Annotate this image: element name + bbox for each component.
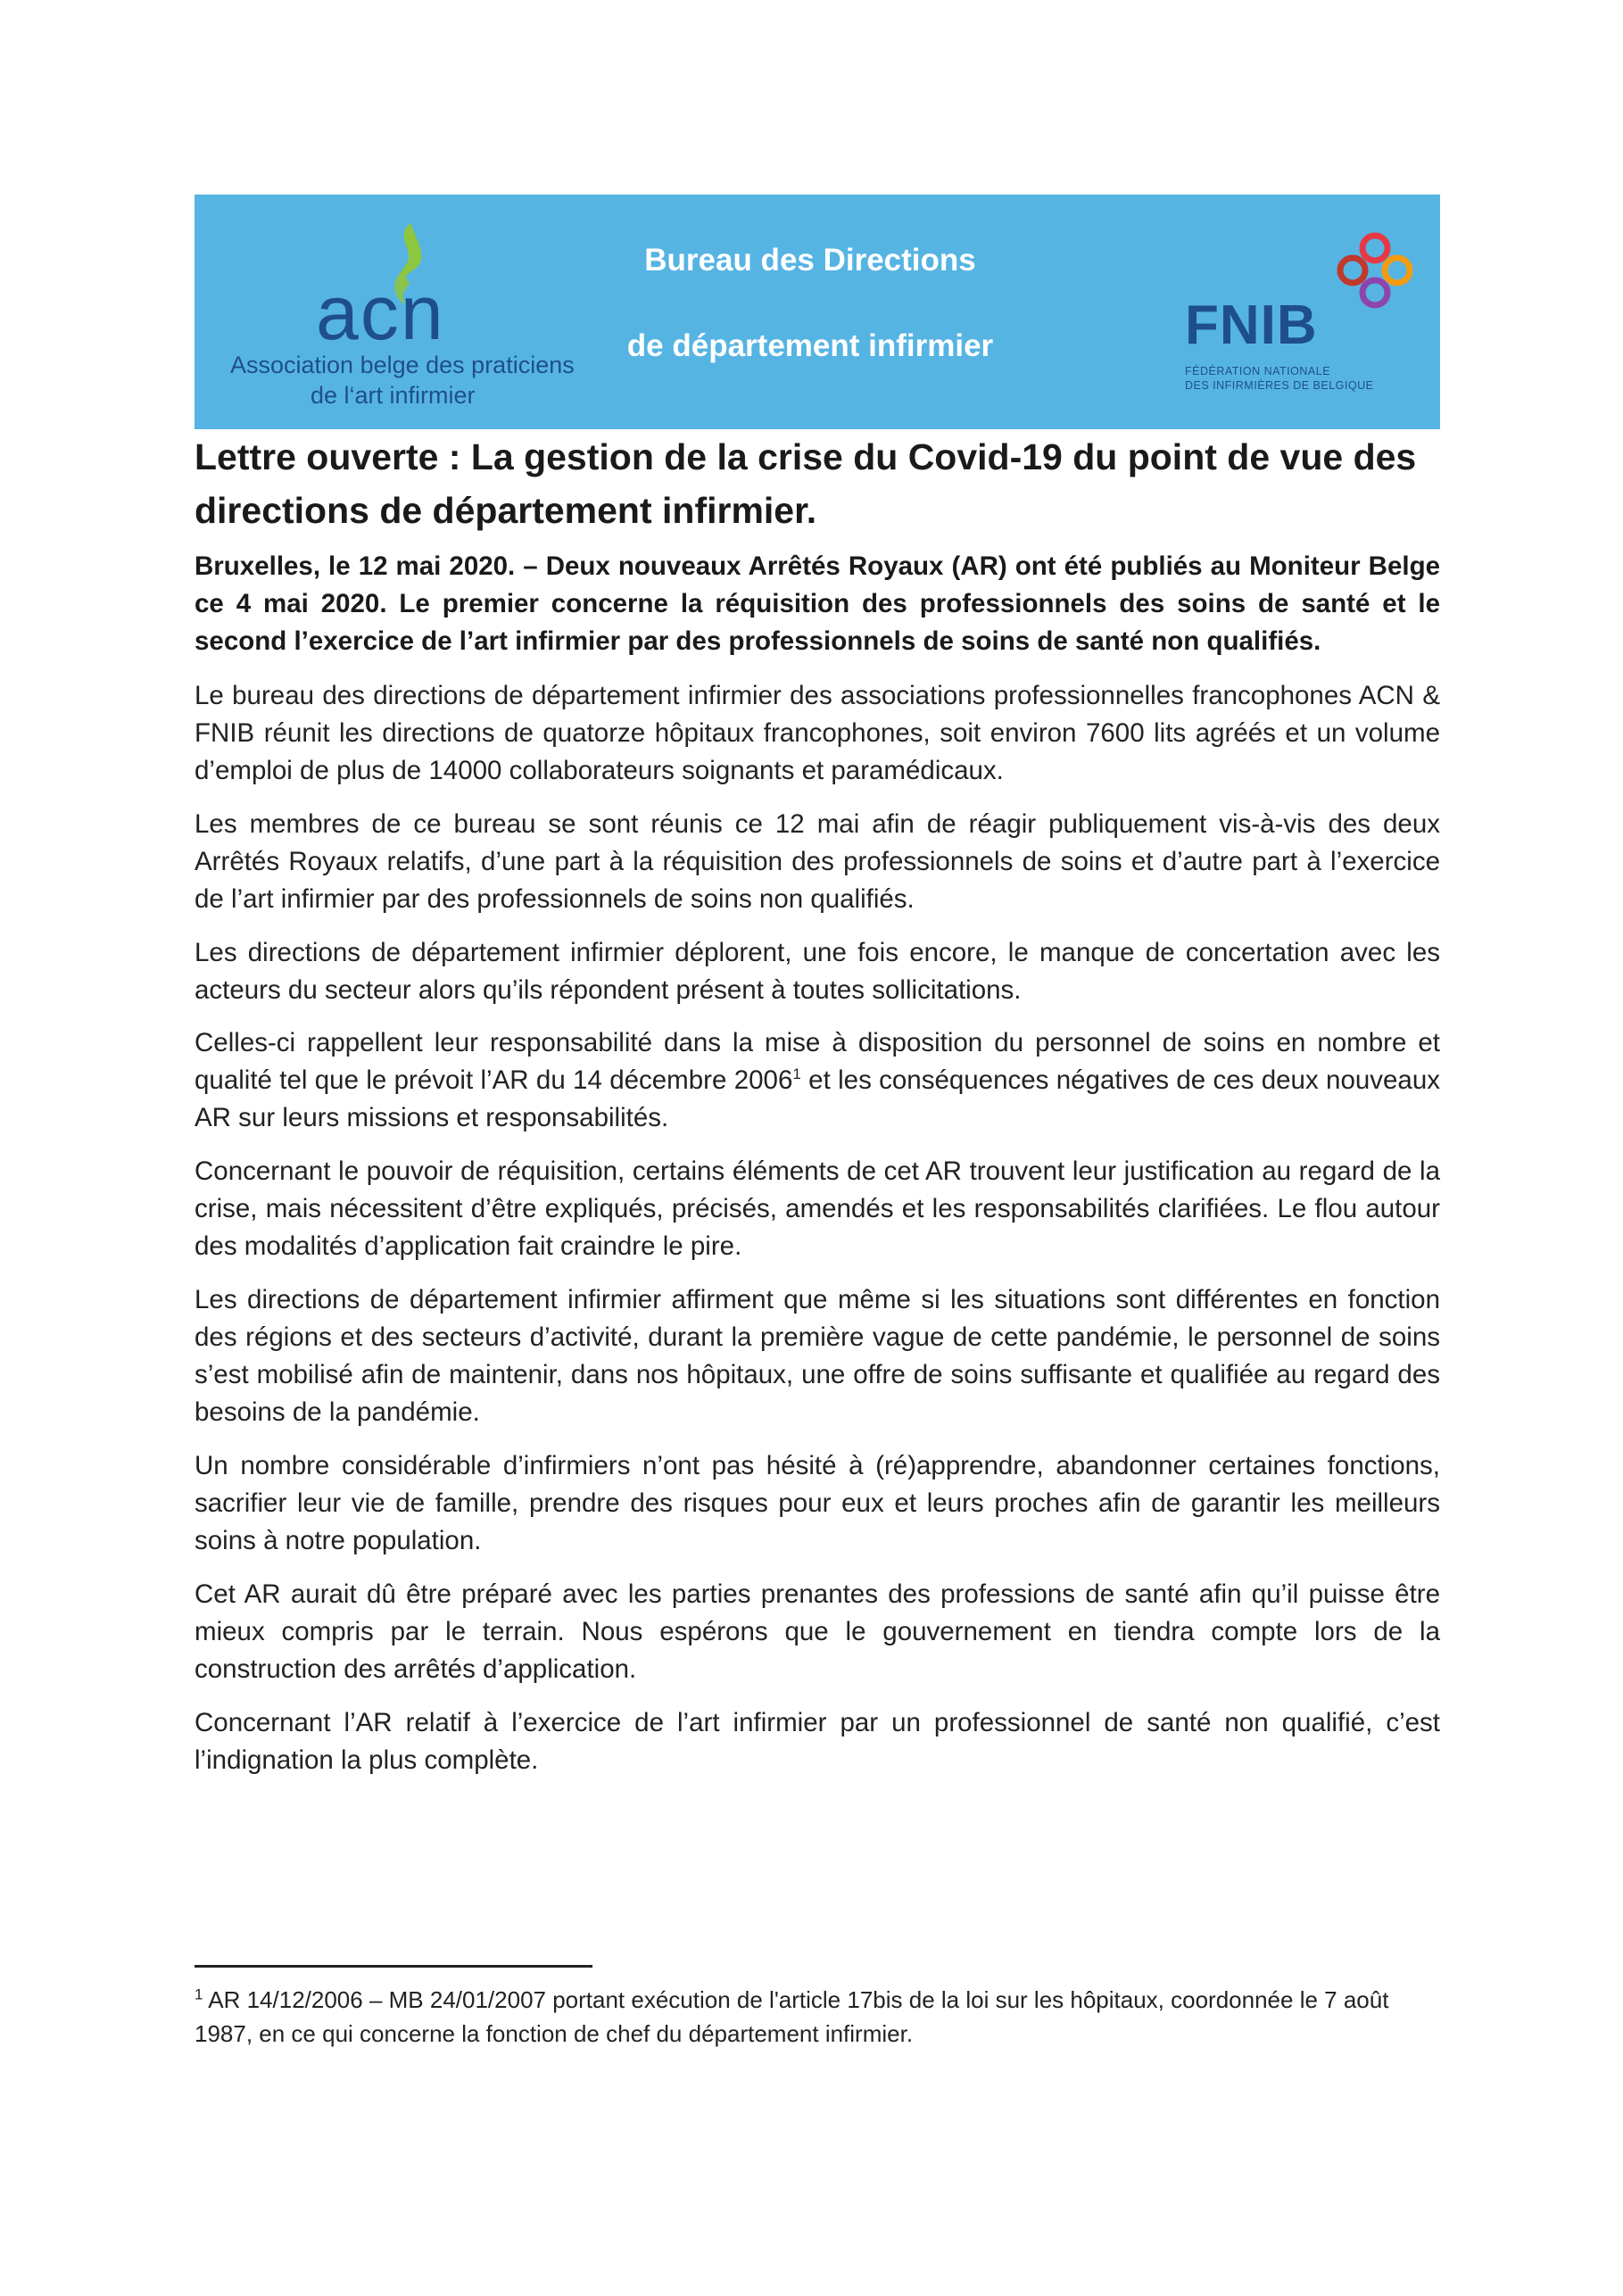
- banner-title-line2: de département infirmier: [626, 328, 994, 363]
- paragraph-3: Les directions de département infirmier déplorent, une fois encore, le manque de concertation avec les acteurs du secteur alors qu’ils répondent présent à toutes sollicitations.: [195, 938, 1440, 1005]
- paragraph-4: [195, 1024, 1440, 1137]
- header-banner: [195, 195, 1440, 429]
- banner-title: [614, 243, 1006, 363]
- paragraph-9: Concernant l’AR relatif à l’exercice de l’art infirmier par un professionnel de santé non qualifié, c’est l’indignation la plus complète.: [195, 1708, 1440, 1775]
- footnote-reference[interactable]: 1: [792, 1065, 801, 1083]
- banner-title-line1: Bureau des Directions: [644, 243, 976, 278]
- fnib-subtitle-line1: FÉDÉRATION NATIONALE: [1185, 365, 1331, 377]
- paragraph-6: Les directions de département infirmier affirment que même si les situations sont différentes en fonction des régions et des secteurs d’activité, durant la première vague de cette pandémie, le personnel de soins s’est mobilisé afin de maintenir, dans nos hôpitaux, une offre de soins suffisante et qualifiée au regard des besoins de la pandémie.: [195, 1285, 1440, 1427]
- paragraph-4-part2: et les conséquences négatives de ces deux nouveaux AR sur leurs missions et responsabilités.: [195, 1065, 1440, 1132]
- footnote-text: AR 14/12/2006 – MB 24/01/2007 portant exécution de l'article 17bis de la loi sur les hôpitaux, coordonnée le 7 août 1987, en ce qui concerne la fonction de chef du département infirmier.: [195, 1986, 1389, 2047]
- footnote-separator: [195, 1965, 592, 1968]
- paragraph-7: Un nombre considérable d’infirmiers n’ont pas hésité à (ré)apprendre, abandonner certaines fonctions, sacrifier leur vie de famille, prendre des risques pour eux et leurs proches afin de garantir les meilleurs soins à notre population.: [195, 1451, 1440, 1555]
- fnib-subtitle-line2: DES INFIRMIÈRES DE BELGIQUE: [1185, 379, 1374, 392]
- acn-subtitle-line2: de l‘art infirmier: [311, 382, 476, 409]
- paragraph-5: Concernant le pouvoir de réquisition, certains éléments de cet AR trouvent leur justification au regard de la crise, mais nécessitent d’être expliqués, précisés, amendés et les responsabilités clarifiées. Le flou autour des modalités d’application fait craindre le pire.: [195, 1156, 1440, 1261]
- acn-logo: [230, 220, 575, 420]
- acn-logo-text: acn: [316, 270, 445, 356]
- document-title: Lettre ouverte : La gestion de la crise du Covid-19 du point de vue des directions de département infirmier.: [195, 436, 1417, 531]
- paragraph-8: Cet AR aurait dû être préparé avec les parties prenantes des professions de santé afin qu’il puisse être mieux compris par le terrain. Nous espérons que le gouvernement en tiendra compte lors de la construction des arrêtés d’application.: [195, 1579, 1440, 1684]
- paragraph-1: Le bureau des directions de département infirmier des associations professionnelles francophones ACN & FNIB réunit les directions de quatorze hôpitaux francophones, soit environ 7600 lits agréés et un volume d’emploi de plus de 14000 collaborateurs soignants et paramédicaux.: [195, 681, 1440, 785]
- fnib-logo: [1185, 230, 1417, 409]
- paragraph-2: Les membres de ce bureau se sont réunis ce 12 mai afin de réagir publiquement vis-à-vis des deux Arrêtés Royaux relatifs, d’une part à la réquisition des professionnels de soins et d’autre part à l’exercice de l’art infirmier par des professionnels de soins non qualifiés.: [195, 809, 1440, 914]
- lead-paragraph: Bruxelles, le 12 mai 2020. – Deux nouveaux Arrêtés Royaux (AR) ont été publiés au Moniteur Belge ce 4 mai 2020. Le premier concerne la réquisition des professionnels des soins de santé et le second l’exercice de l’art infirmier par des professionnels de soins de santé non qualifiés.: [195, 551, 1440, 656]
- footnote-number: 1: [195, 1985, 203, 2003]
- fnib-subtitle: [1185, 364, 1373, 393]
- acn-subtitle-line1: Association belge des praticiens: [230, 352, 575, 378]
- fnib-logo-text: FNIB: [1185, 294, 1318, 356]
- paragraph-4-part1: Celles-ci rappellent leur responsabilité dans la mise à disposition du personnel de soins en nombre et qualité tel que le prévoit l’AR du 14 décembre 2006: [195, 1028, 1440, 1095]
- footnote: [195, 1983, 1440, 2051]
- clover-icon: [1335, 230, 1415, 311]
